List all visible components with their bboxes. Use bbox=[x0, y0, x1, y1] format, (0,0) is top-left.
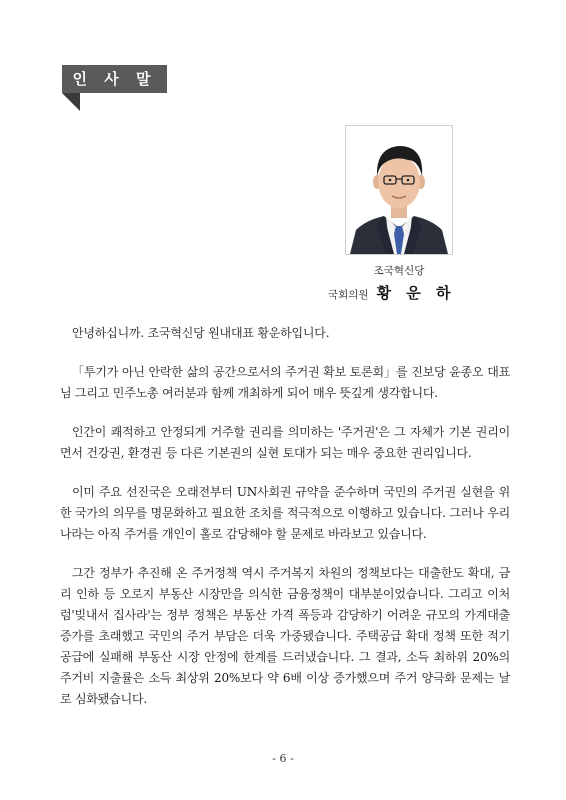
page-number: - 6 - bbox=[272, 752, 294, 765]
banner-fold bbox=[62, 93, 80, 111]
greeting-body bbox=[60, 323, 510, 728]
paragraph: 인간이 쾌적하고 안정되게 거주할 권리를 의미하는 '주거권'은 그 자체가 기본 권리이면서 건강권, 환경권 등 다른 기본권의 실현 토대가 되는 매우 중요한 권리입니다. bbox=[60, 425, 510, 460]
speaker-portrait bbox=[345, 125, 453, 255]
section-title-banner bbox=[62, 65, 167, 93]
speaker-name: 황 운 하 bbox=[376, 284, 456, 302]
speaker-party: 조국혁신당 bbox=[373, 265, 425, 277]
speaker-caption bbox=[328, 282, 488, 303]
paragraph: 「투기가 아닌 안락한 삶의 공간으로서의 주거권 확보 토론회」를 진보당 윤종오 대표님 그리고 민주노총 여러분과 함께 개최하게 되어 매우 뜻깊게 생각합니다. bbox=[60, 365, 510, 400]
paragraph: 그간 정부가 추진해 온 주거정책 역시 주거복지 차원의 정책보다는 대출한도 확대, 금리 인하 등 오로지 부동산 시장만을 의식한 금융정책이 대부분이었습니다. 그리고 이처럼'빚내서 집사라'는 정부 정책은 부동산 가격 폭등과 감당하기 어려운 규모의 가계대출 증가를 초래했고 국민의 주거 부담은 더욱 가중됐습니다. 주택공급 확대 정책 또한 적기 공급에 실패해 부동산 시장 안정에 한계를 드러냈습니다. 그 결과, 소득 최하위 20%의 주거비 지출률은 소득 최상위 20%보다 약 6배 이상 증가했으며 주거 양극화 문제는 날로 심화됐습니다. bbox=[60, 566, 510, 706]
portrait-illustration bbox=[346, 126, 452, 254]
section-title: 인 사 말 bbox=[72, 70, 157, 88]
paragraph: 이미 주요 선진국은 오래전부터 UN사회권 규약을 준수하며 국민의 주거권 실현을 위한 국가의 의무를 명문화하고 필요한 조치를 적극적으로 이행하고 있습니다. 그러나 우리나라는 아직 주거를 개인이 홀로 감당해야 할 문제로 바라보고 있습니다. bbox=[60, 485, 510, 541]
paragraph: 안녕하십니까. 조국혁신당 원내대표 황운하입니다. bbox=[72, 326, 330, 340]
speaker-role: 국회의원 bbox=[328, 289, 369, 301]
